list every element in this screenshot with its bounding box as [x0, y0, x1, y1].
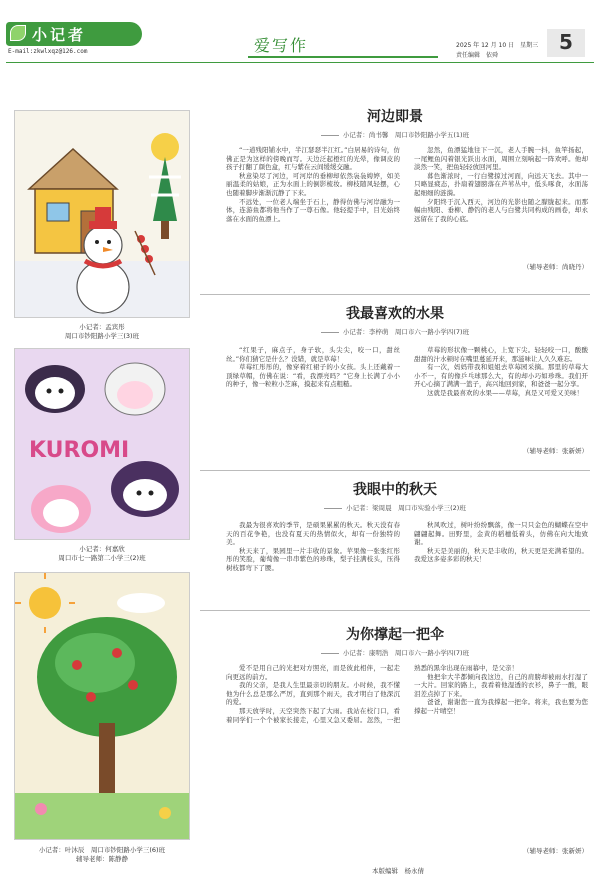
contact-email: E-mail:zkwlxqz@126.com	[8, 48, 88, 55]
divider	[200, 294, 590, 295]
article-1-title: 河边即景	[367, 109, 423, 125]
article-3-title: 我眼中的秋天	[353, 482, 437, 498]
brand-name: 小记者	[32, 26, 87, 44]
article-2-title: 我最喜欢的水果	[346, 306, 444, 322]
responsible-editor: 责任编辑 依舜	[456, 52, 499, 59]
issue-date: 2025 年 12 月 10 日 星期三	[456, 42, 539, 49]
svg-text:KUROMI: KUROMI	[29, 438, 130, 463]
masthead	[0, 0, 600, 58]
art1-caption: 小记者：孟宾彤 周口市钞阳路小学三(3)班	[64, 323, 140, 340]
article-3-body: 我最为很喜欢的季节，是硕果累累的秋天。秋天没有春天的百花争艳，也没有夏天的热情似火，却有一份独特的美。 秋天来了，果园里一片丰收的景象。苹果像一张张红彤彤的笑脸，葡萄像一串串紫色的珍珠，梨子挂满枝头，压得树枝都弯下了腰。 秋风吹过，树叶纷纷飘落，像一只只金色的蝴蝶在空中翩翩起舞。田野里，金黄的稻穗低着头，仿佛在向大地致谢。 秋天是美丽的，秋天是丰收的，秋天更是充满希望的。我爱这多姿多彩的秋天！	[226, 521, 588, 572]
article-1-byline: 小记者：尚书馨 周口市钞阳路小学五(1)班	[200, 130, 590, 139]
brand-logo	[6, 22, 142, 46]
article-1-teacher: （辅导老师：尚晓丹）	[523, 263, 588, 271]
article-2-body: “红果子，麻点子，身子软，头尖尖，咬一口，甜丝丝。”你们猜它是什么？没错，就是草莓！ 草莓红彤彤的，像穿着红裙子的小女孩。头上还戴着一顶绿草帽，仿佛在说：“看，我漂亮吗？”它身上长满了小小的种子，像一粒粒小芝麻，摸起来有点粗糙。 草莓的形状像一颗桃心，上宽下尖。轻轻咬一口，酸酸甜甜的汁水顿时在嘴里蔓延开来，那滋味让人久久难忘。 有一次，妈妈带我和姐姐去草莓园采摘。那里的草莓大小不一，有的像乒乓球那么大，有的却小巧如珍珠。我们开开心心摘了满满一篮子，高兴地回到家，和爸爸一起分享。 这就是我最喜欢的水果——草莓，真是又可爱又美味！	[226, 346, 588, 397]
art3-caption: 小记者：叶沐辰 周口市钞阳路小学三(6)班 辅导老师：陈静静	[38, 846, 166, 863]
art2-caption: 小记者：何嘉欣 周口市七一路第二小学三(2)班	[58, 545, 146, 562]
divider	[200, 610, 590, 611]
article-4-title: 为你撑起一把伞	[346, 627, 444, 643]
header-rule	[6, 62, 594, 63]
section-title: 爱写作	[254, 36, 309, 55]
divider	[200, 470, 590, 471]
page-number-box	[547, 29, 585, 57]
article-3-byline: 小记者：梁周晨 周口市实验小学三(2)班	[200, 503, 590, 512]
leaf-icon	[10, 25, 26, 41]
drawing-tree	[14, 572, 190, 840]
article-1-body: “一道残阳铺水中，半江瑟瑟半江红。”白居易的诗句，仿佛正是为这样的傍晚而写。天边泛起橙红的光晕，像调皮的孩子打翻了颜色盒，红与紫在云间缓缓交融。 秋意染尽了河边，可河岸的垂柳却依然袅袅娉婷，如美丽温柔的姑娘，正为水面上的倒影梳妆。柳枝随风轻摆，心也随着脚步渐渐沉静了下来。 不远处，一位老人端坐于石上，静得仿佛与河岸融为一体，连游鱼都将他当作了一尊石像。他轻提手中，目光始终落在水面的鱼漂上。 忽然，鱼漂猛地往下一沉，老人手腕一抖，鱼竿扬起，一尾鲤鱼闪着银光跃出水面，周围立刻响起一阵欢呼。他却淡然一笑，把鱼轻轻放回河里。 暮色渐浓时，一行白鹭掠过河面，向远天飞去。其中一只略显疲态，扑扇着翅膀落在芦苇丛中，低头啄食，水面荡起细细的涟漪。 夕阳终于沉入西天，河边的光影也随之朦胧起来。而那幅由残阳、垂柳、静钓的老人与白鹭共同构成的画卷，却永远留在了我的心底。	[226, 146, 588, 223]
drawing-cartoon	[14, 348, 190, 540]
article-4-byline: 小记者：康明浩 周口市六一路小学四(7)班	[200, 648, 590, 657]
section-underline	[248, 56, 438, 58]
article-4-body: 爱不是用自己的光把对方照亮，而是彼此相伴，一起走向更远的前方。 我的父亲，是我人生里最亲切的朋友。小时候，我不懂他为什么总是那么严厉，直到那个雨天，我才明白了他深沉的爱。 那天放学时，天空突然下起了大雨。我站在校门口，看着同学们一个个被家长接走，心里又急又委屈。忽然，一把熟悉的黑伞出现在雨幕中，是父亲！ 他把伞大半都倾向我这边，自己的肩膀却被雨水打湿了一大片。回家的路上，我看着他湿透的衣衫，鼻子一酸，眼泪差点掉了下来。 爸爸，谢谢您一直为我撑起一把伞。将来，我也要为您撑起一片晴空！	[226, 664, 588, 724]
article-2-teacher: （辅导老师：张新妍）	[523, 447, 588, 455]
page-number: 5	[559, 30, 573, 54]
page-editor-credit: 本版编辑 杨永倩	[372, 867, 424, 875]
article-4-teacher: （辅导老师：张新妍）	[523, 847, 588, 855]
article-2-byline: 小记者：李梓萌 周口市六一路小学四(7)班	[200, 327, 590, 336]
drawing-snowman	[14, 110, 190, 318]
